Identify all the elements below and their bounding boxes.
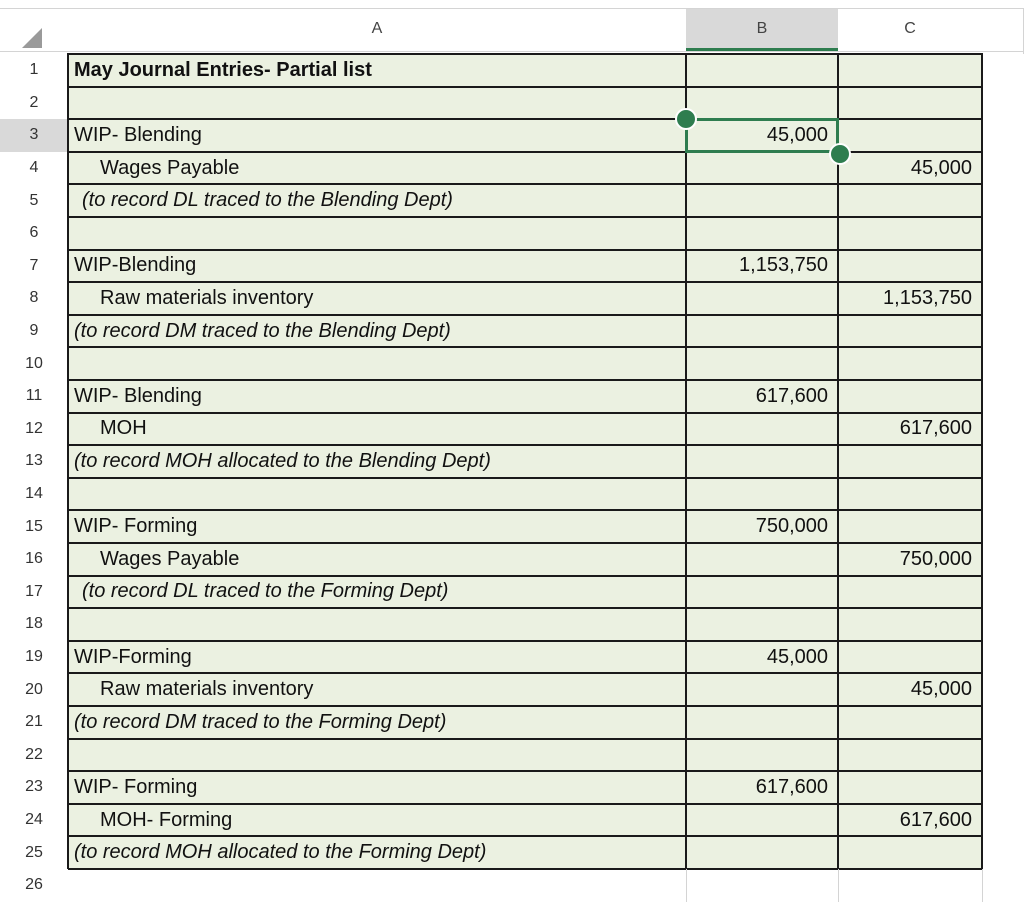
cell-a[interactable]: [68, 347, 686, 380]
cell-b[interactable]: [686, 152, 838, 185]
cell-b[interactable]: [686, 543, 838, 576]
column-header-a[interactable]: A: [68, 8, 686, 50]
row-header[interactable]: 4: [29, 159, 39, 177]
cell-b[interactable]: [686, 804, 838, 837]
cell-c[interactable]: 617,600: [838, 413, 982, 446]
row-header[interactable]: 25: [25, 843, 43, 861]
row-header[interactable]: 5: [29, 191, 39, 209]
cell-c[interactable]: [838, 576, 982, 609]
row-header[interactable]: 26: [25, 876, 43, 894]
cell-b[interactable]: [686, 87, 838, 120]
cell-c[interactable]: [838, 380, 982, 413]
cell-a[interactable]: [68, 87, 686, 120]
row-border: [68, 607, 983, 609]
row-header[interactable]: 2: [29, 93, 39, 111]
cell-d[interactable]: [982, 217, 1024, 250]
row-border: [68, 444, 983, 446]
select-all-corner[interactable]: [0, 8, 68, 50]
cell-a[interactable]: (to record DL traced to the Blending Dept): [68, 184, 686, 217]
cell-b[interactable]: 45,000: [686, 641, 838, 674]
cell-d[interactable]: [982, 54, 1024, 87]
cell-c[interactable]: [838, 608, 982, 641]
row-border: [68, 835, 983, 837]
row-border: [68, 575, 983, 577]
cell-a[interactable]: WIP-Blending: [68, 250, 686, 283]
row-border: [68, 542, 983, 544]
selection-end-handle-icon[interactable]: [829, 143, 851, 165]
cell-b[interactable]: [686, 576, 838, 609]
cell-c[interactable]: [838, 184, 982, 217]
cell-d[interactable]: [982, 576, 1024, 609]
row-header[interactable]: 14: [25, 485, 43, 503]
cell-d[interactable]: [982, 836, 1024, 869]
row-border: [68, 183, 983, 185]
row-border: [68, 509, 983, 511]
cell-b[interactable]: [686, 54, 838, 87]
cell-c[interactable]: 45,000: [838, 152, 982, 185]
cell-d[interactable]: [982, 641, 1024, 674]
row-header[interactable]: 21: [25, 713, 43, 731]
cell-a[interactable]: (to record DM traced to the Blending Dept): [68, 315, 686, 348]
cell-b[interactable]: 45,000: [686, 119, 838, 152]
cell-b[interactable]: [686, 836, 838, 869]
cell-c[interactable]: [838, 771, 982, 804]
cell-b[interactable]: [686, 282, 838, 315]
cell-a[interactable]: [68, 478, 686, 511]
cell-b[interactable]: 750,000: [686, 510, 838, 543]
row-header[interactable]: 22: [25, 745, 43, 763]
cell-c[interactable]: 617,600: [838, 804, 982, 837]
row-border: [68, 379, 983, 381]
cell-d[interactable]: [982, 608, 1024, 641]
cell-c[interactable]: [838, 836, 982, 869]
select-all-triangle-icon[interactable]: [22, 28, 42, 48]
row-border: [68, 314, 983, 316]
cell-d[interactable]: [982, 739, 1024, 772]
row-header[interactable]: 9: [29, 322, 39, 340]
row-border: [68, 53, 983, 55]
row-border: [68, 738, 983, 740]
cell-c[interactable]: [838, 641, 982, 674]
row-border: [68, 412, 983, 414]
row-border: [68, 803, 983, 805]
row-border: [68, 249, 983, 251]
cell-c[interactable]: 45,000: [838, 673, 982, 706]
cell-d[interactable]: [982, 152, 1024, 185]
cell-a[interactable]: (to record DM traced to the Forming Dept): [68, 706, 686, 739]
row-header[interactable]: 8: [29, 289, 39, 307]
cell-b[interactable]: 617,600: [686, 380, 838, 413]
row-border: [68, 868, 983, 870]
gridline: [0, 51, 1024, 52]
row-header[interactable]: 18: [25, 615, 43, 633]
cell-d[interactable]: [982, 380, 1024, 413]
row-header[interactable]: 6: [29, 224, 39, 242]
cell-c[interactable]: [838, 347, 982, 380]
row-header[interactable]: 10: [25, 354, 43, 372]
cell-a[interactable]: [68, 739, 686, 772]
cell-d[interactable]: [982, 413, 1024, 446]
column-border: [837, 53, 839, 869]
cell-b[interactable]: [686, 706, 838, 739]
cell-b[interactable]: [686, 184, 838, 217]
column-header-b[interactable]: B: [686, 8, 838, 50]
cell-d[interactable]: [982, 282, 1024, 315]
cell-c[interactable]: [838, 478, 982, 511]
cell-d[interactable]: [982, 543, 1024, 576]
cell-a[interactable]: WIP- Blending: [68, 119, 686, 152]
cell-b[interactable]: [686, 315, 838, 348]
cell-a[interactable]: (to record MOH allocated to the Blending Dept): [68, 445, 686, 478]
cell-c[interactable]: 750,000: [838, 543, 982, 576]
row-header[interactable]: 11: [25, 387, 43, 405]
cell-a[interactable]: (to record DL traced to the Forming Dept): [68, 576, 686, 609]
cell-d[interactable]: [982, 250, 1024, 283]
row-header[interactable]: 16: [25, 550, 43, 568]
cell-c[interactable]: [838, 445, 982, 478]
row-header[interactable]: 24: [25, 811, 43, 829]
cell-d[interactable]: [982, 771, 1024, 804]
cell-a[interactable]: Wages Payable: [68, 543, 686, 576]
row-header[interactable]: 20: [25, 680, 43, 698]
cell-c[interactable]: [838, 315, 982, 348]
row-header[interactable]: 15: [25, 517, 43, 535]
column-border: [981, 53, 983, 869]
row-border: [68, 118, 983, 120]
row-border: [68, 346, 983, 348]
gridline: [0, 8, 1024, 9]
cell-a[interactable]: MOH- Forming: [68, 804, 686, 837]
cell-d[interactable]: [982, 119, 1024, 152]
cell-c[interactable]: [838, 510, 982, 543]
cell-a[interactable]: [68, 608, 686, 641]
cell-a[interactable]: (to record MOH allocated to the Forming Dept): [68, 836, 686, 869]
cell-c[interactable]: [838, 87, 982, 120]
cell-d[interactable]: [982, 445, 1024, 478]
cell-d[interactable]: [982, 478, 1024, 511]
row-border: [68, 770, 983, 772]
column-border: [67, 53, 69, 869]
row-border: [68, 281, 983, 283]
cell-d[interactable]: [982, 347, 1024, 380]
row-header[interactable]: 23: [25, 778, 43, 796]
cell-b[interactable]: [686, 347, 838, 380]
cell-c[interactable]: [838, 54, 982, 87]
row-header[interactable]: 3: [0, 119, 68, 152]
row-border: [68, 705, 983, 707]
row-header[interactable]: 7: [29, 256, 39, 274]
cell-c[interactable]: [838, 250, 982, 283]
cell-b[interactable]: [686, 413, 838, 446]
cell-a[interactable]: Wages Payable: [68, 152, 686, 185]
cell-c[interactable]: 1,153,750: [838, 282, 982, 315]
cell-b[interactable]: [686, 217, 838, 250]
row-border: [68, 672, 983, 674]
cell-a[interactable]: MOH: [68, 413, 686, 446]
cell-d[interactable]: [982, 87, 1024, 120]
cell-b[interactable]: 617,600: [686, 771, 838, 804]
cell-a[interactable]: [68, 217, 686, 250]
cell-a[interactable]: May Journal Entries- Partial list: [68, 54, 686, 87]
cell-a[interactable]: WIP- Forming: [68, 771, 686, 804]
cell-d[interactable]: [982, 706, 1024, 739]
row-header[interactable]: 1: [29, 61, 39, 79]
cell-d[interactable]: [982, 510, 1024, 543]
cell-b[interactable]: [686, 445, 838, 478]
row-header[interactable]: 13: [25, 452, 43, 470]
cell-c[interactable]: [838, 739, 982, 772]
cell-a[interactable]: Raw materials inventory: [68, 282, 686, 315]
column-border: [685, 53, 687, 869]
row-border: [68, 216, 983, 218]
cell-d[interactable]: [982, 315, 1024, 348]
row-header[interactable]: 12: [25, 419, 43, 437]
column-header-c[interactable]: C: [838, 8, 982, 50]
cell-b[interactable]: [686, 739, 838, 772]
cell-a[interactable]: Raw materials inventory: [68, 673, 686, 706]
row-border: [68, 477, 983, 479]
row-header[interactable]: 19: [25, 648, 43, 666]
cell-b[interactable]: 1,153,750: [686, 250, 838, 283]
cell-d[interactable]: [982, 184, 1024, 217]
row-header[interactable]: 17: [25, 582, 43, 600]
cell-b[interactable]: [686, 673, 838, 706]
cell-c[interactable]: [838, 119, 982, 152]
cell-a[interactable]: WIP- Forming: [68, 510, 686, 543]
cell-d[interactable]: [982, 673, 1024, 706]
cell-c[interactable]: [838, 706, 982, 739]
cell-b[interactable]: [686, 478, 838, 511]
cell-b[interactable]: [686, 608, 838, 641]
cell-a[interactable]: WIP-Forming: [68, 641, 686, 674]
cell-d[interactable]: [982, 804, 1024, 837]
row-border: [68, 86, 983, 88]
cell-c[interactable]: [838, 217, 982, 250]
cell-a[interactable]: WIP- Blending: [68, 380, 686, 413]
row-border: [68, 640, 983, 642]
